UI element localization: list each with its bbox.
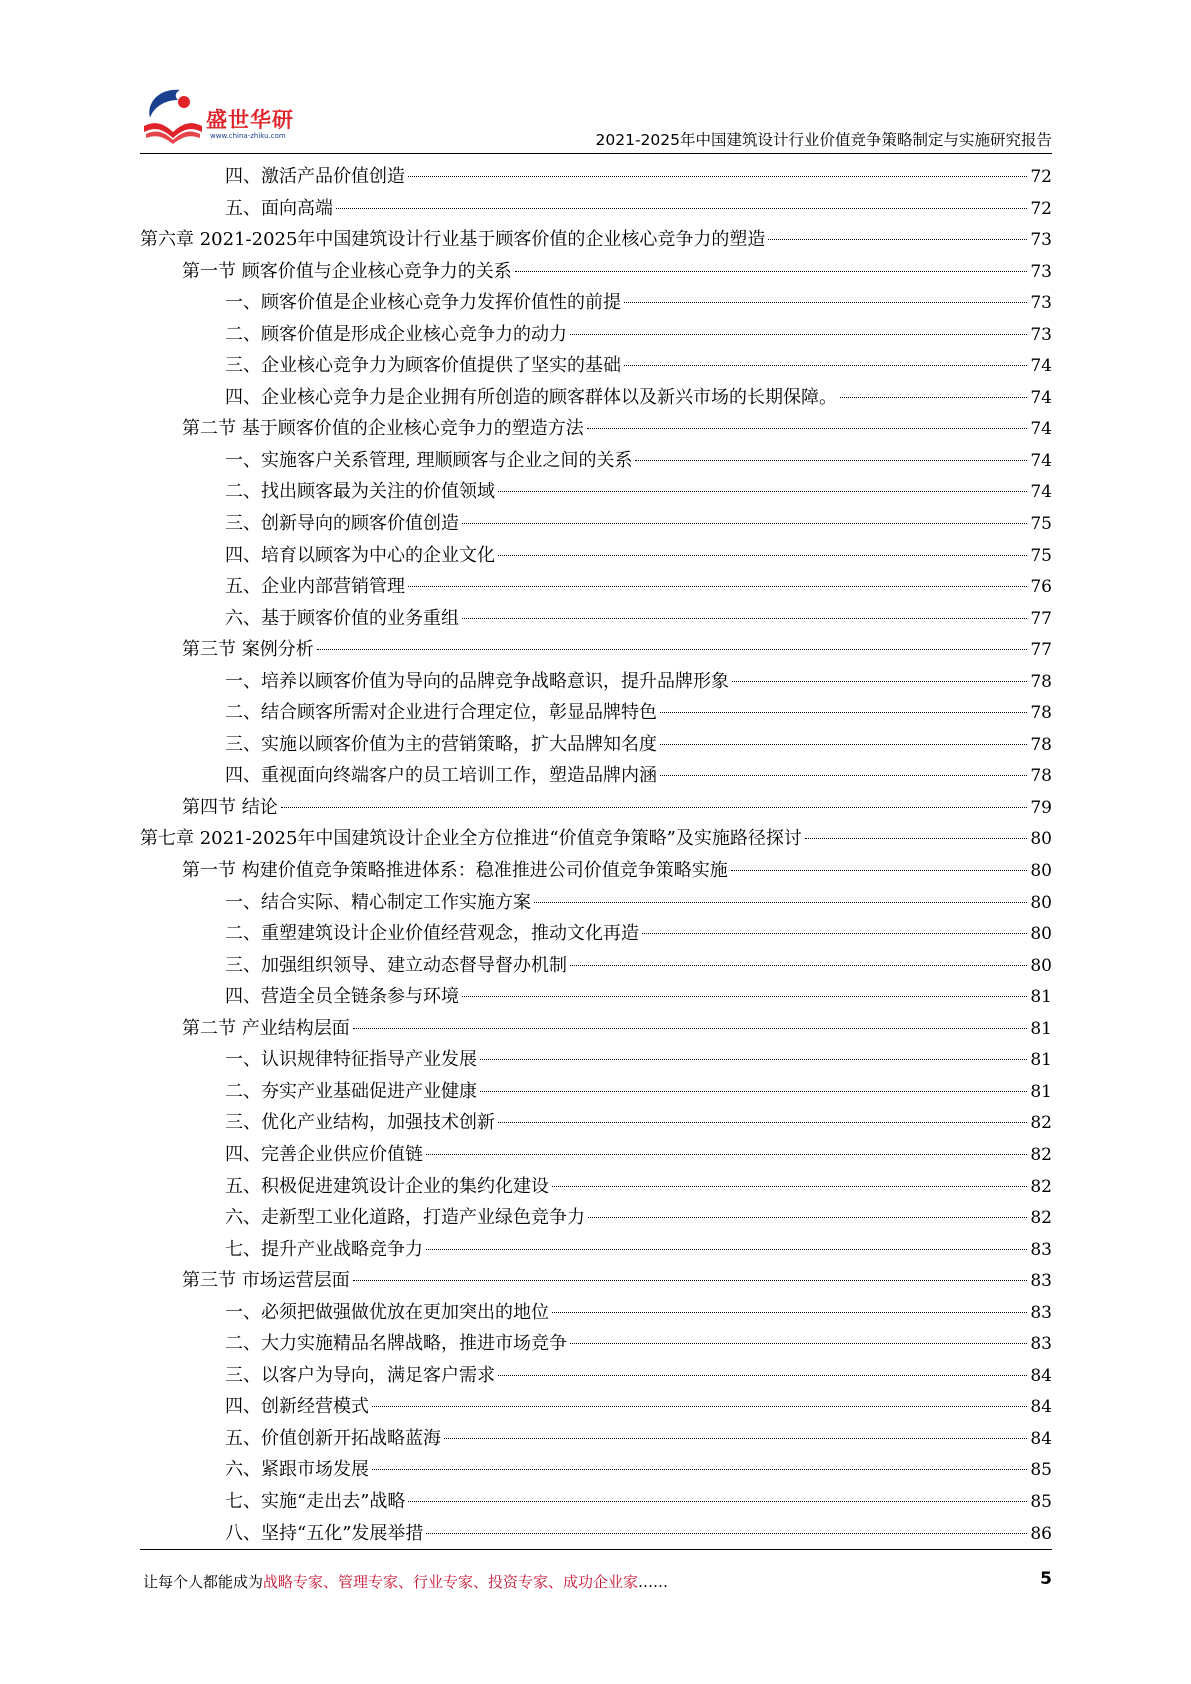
toc-entry-title: 七、实施“走出去”战略 — [225, 1490, 406, 1512]
toc-entry[interactable] — [140, 634, 1052, 666]
toc-entry-page: 83 — [1030, 1302, 1052, 1323]
toc-dot-leader — [624, 302, 1027, 303]
toc-entry-page: 82 — [1030, 1176, 1052, 1197]
toc-dot-leader — [552, 1312, 1027, 1313]
toc-entry[interactable] — [140, 161, 1052, 193]
toc-entry-page: 81 — [1030, 1018, 1052, 1039]
toc-dot-leader — [480, 1059, 1027, 1060]
toc-entry-title: 二、大力实施精品名牌战略，推进市场竞争 — [225, 1333, 567, 1355]
toc-dot-leader — [336, 208, 1027, 209]
toc-entry-title: 第三节 案例分析 — [182, 639, 314, 661]
report-title: 2021-2025年中国建筑设计行业价值竞争策略制定与实施研究报告 — [595, 131, 1052, 149]
toc-entry-page: 80 — [1030, 829, 1052, 850]
toc-entry[interactable] — [140, 760, 1052, 792]
toc-entry-page: 75 — [1030, 514, 1052, 535]
toc-entry-title: 四、重视面向终端客户的员工培训工作，塑造品牌内涵 — [225, 765, 657, 787]
toc-entry-title: 第二节 产业结构层面 — [182, 1017, 350, 1039]
toc-entry-page: 84 — [1030, 1365, 1052, 1386]
toc-entry-title: 六、紧跟市场发展 — [225, 1459, 369, 1481]
toc-entry[interactable] — [140, 1454, 1052, 1486]
toc-entry[interactable] — [140, 382, 1052, 414]
toc-entry[interactable] — [140, 1391, 1052, 1423]
toc-entry[interactable] — [140, 887, 1052, 919]
toc-dot-leader — [660, 744, 1027, 745]
toc-entry-title: 四、培育以顾客为中心的企业文化 — [225, 544, 495, 566]
toc-entry-page: 77 — [1030, 640, 1052, 661]
toc-entry-title: 一、实施客户关系管理, 理顺顾客与企业之间的关系 — [225, 449, 633, 471]
toc-dot-leader — [732, 681, 1027, 682]
toc-entry-title: 六、基于顾客价值的业务重组 — [225, 607, 459, 629]
toc-entry-page: 73 — [1030, 261, 1052, 282]
toc-entry-title: 四、完善企业供应价值链 — [225, 1143, 423, 1165]
toc-dot-leader — [570, 1343, 1027, 1344]
toc-entry-title: 七、提升产业战略竞争力 — [225, 1238, 423, 1260]
toc-entry[interactable] — [140, 571, 1052, 603]
toc-entry[interactable] — [140, 476, 1052, 508]
toc-entry-title: 第七章 2021-2025年中国建筑设计企业全方位推进“价值竞争策略”及实施路径探讨 — [140, 828, 802, 850]
logo-name: 盛世华研 — [206, 108, 294, 132]
toc-dot-leader — [498, 1122, 1027, 1123]
toc-entry-page: 82 — [1030, 1113, 1052, 1134]
toc-entry-title: 一、必须把做强做优放在更加突出的地位 — [225, 1301, 549, 1323]
toc-entry-title: 八、坚持“五化”发展举措 — [225, 1522, 424, 1544]
toc-entry-page: 79 — [1030, 797, 1052, 818]
toc-dot-leader — [731, 870, 1028, 871]
toc-entry[interactable] — [140, 1328, 1052, 1360]
toc-entry-page: 80 — [1030, 955, 1052, 976]
toc-entry[interactable] — [140, 981, 1052, 1013]
toc-entry-page: 85 — [1030, 1460, 1052, 1481]
toc-entry-title: 二、夯实产业基础促进产业健康 — [225, 1080, 477, 1102]
toc-entry[interactable] — [140, 1107, 1052, 1139]
toc-entry-title: 五、积极促进建筑设计企业的集约化建设 — [225, 1175, 549, 1197]
toc-dot-leader — [462, 618, 1027, 619]
toc-entry[interactable] — [140, 1423, 1052, 1455]
toc-dot-leader — [805, 838, 1028, 839]
company-logo — [140, 80, 320, 150]
toc-entry-title: 三、以客户为导向，满足客户需求 — [225, 1364, 495, 1386]
toc-entry[interactable] — [140, 540, 1052, 572]
toc-dot-leader — [635, 460, 1027, 461]
toc-dot-leader — [408, 1501, 1027, 1502]
toc-entry[interactable] — [140, 1013, 1052, 1045]
toc-entry-title: 第六章 2021-2025年中国建筑设计行业基于顾客价值的企业核心竞争力的塑造 — [140, 229, 766, 251]
toc-dot-leader — [498, 491, 1027, 492]
footer-slogan — [143, 1571, 668, 1592]
toc-entry-title: 五、价值创新开拓战略蓝海 — [225, 1427, 441, 1449]
toc-entry-page: 80 — [1030, 861, 1052, 882]
toc-entry[interactable] — [140, 1139, 1052, 1171]
toc-entry-page: 73 — [1030, 324, 1052, 345]
toc-entry-title: 三、优化产业结构，加强技术创新 — [225, 1112, 495, 1134]
toc-entry[interactable] — [140, 1297, 1052, 1329]
toc-dot-leader — [570, 334, 1027, 335]
toc-entry[interactable] — [140, 918, 1052, 950]
toc-dot-leader — [444, 1438, 1027, 1439]
toc-dot-leader — [498, 555, 1027, 556]
toc-entry-page: 76 — [1030, 577, 1052, 598]
toc-entry-page: 78 — [1030, 766, 1052, 787]
toc-entry-title: 一、顾客价值是企业核心竞争力发挥价值性的前提 — [225, 292, 621, 314]
toc-entry-page: 84 — [1030, 1428, 1052, 1449]
toc-dot-leader — [534, 902, 1027, 903]
toc-dot-leader — [480, 1091, 1027, 1092]
header-divider — [140, 153, 1052, 154]
toc-entry-page: 74 — [1030, 482, 1052, 503]
toc-dot-leader — [552, 1186, 1027, 1187]
toc-entry-title: 一、培养以顾客价值为导向的品牌竞争战略意识，提升品牌形象 — [225, 670, 729, 692]
toc-entry-page: 85 — [1030, 1491, 1052, 1512]
toc-entry[interactable] — [140, 1202, 1052, 1234]
toc-entry-title: 五、面向高端 — [225, 197, 333, 219]
toc-entry-title: 一、认识规律特征指导产业发展 — [225, 1049, 477, 1071]
toc-entry-page: 72 — [1030, 198, 1052, 219]
toc-entry[interactable] — [140, 1171, 1052, 1203]
toc-entry-page: 80 — [1030, 924, 1052, 945]
toc-dot-leader — [372, 1406, 1027, 1407]
toc-entry-page: 75 — [1030, 545, 1052, 566]
toc-entry[interactable] — [140, 666, 1052, 698]
toc-dot-leader — [587, 428, 1028, 429]
toc-entry[interactable] — [140, 1044, 1052, 1076]
toc-dot-leader — [462, 523, 1027, 524]
toc-entry-page: 74 — [1030, 387, 1052, 408]
slogan-highlight: 战略专家、管理专家、行业专家、投资专家、成功企业家 — [263, 1573, 639, 1591]
slogan-prefix: 让每个人都能成为 — [143, 1573, 264, 1591]
toc-entry[interactable] — [140, 950, 1052, 982]
toc-entry-page: 84 — [1030, 1397, 1052, 1418]
toc-entry[interactable] — [140, 1265, 1052, 1297]
toc-entry-page: 78 — [1030, 703, 1052, 724]
toc-entry-title: 五、企业内部营销管理 — [225, 576, 405, 598]
page-number: 5 — [1040, 1569, 1052, 1589]
toc-entry[interactable] — [140, 823, 1052, 855]
toc-dot-leader — [642, 933, 1027, 934]
toc-entry-page: 74 — [1030, 356, 1052, 377]
toc-entry-title: 第二节 基于顾客价值的企业核心竞争力的塑造方法 — [182, 418, 584, 440]
toc-entry-page: 83 — [1030, 1239, 1052, 1260]
toc-entry-page: 73 — [1030, 293, 1052, 314]
toc-entry-title: 二、重塑建筑设计企业价值经营观念，推动文化再造 — [225, 923, 639, 945]
toc-entry-page: 82 — [1030, 1144, 1052, 1165]
toc-entry-title: 二、找出顾客最为关注的价值领域 — [225, 481, 495, 503]
toc-entry[interactable] — [140, 413, 1052, 445]
toc-dot-leader — [372, 1469, 1027, 1470]
toc-dot-leader — [408, 176, 1027, 177]
toc-entry[interactable] — [140, 319, 1052, 351]
toc-dot-leader — [624, 365, 1027, 366]
toc-dot-leader — [426, 1154, 1027, 1155]
toc-entry-page: 81 — [1030, 1081, 1052, 1102]
toc-entry-title: 四、创新经营模式 — [225, 1396, 369, 1418]
toc-entry[interactable] — [140, 603, 1052, 635]
toc-dot-leader — [462, 996, 1027, 997]
toc-entry-title: 四、企业核心竞争力是企业拥有所创造的顾客群体以及新兴市场的长期保障。 — [225, 386, 837, 408]
toc-entry[interactable] — [140, 224, 1052, 256]
toc-entry-page: 86 — [1030, 1523, 1052, 1544]
toc-entry-page: 74 — [1030, 419, 1052, 440]
toc-entry-page: 74 — [1030, 450, 1052, 471]
toc-dot-leader — [281, 807, 1028, 808]
toc-entry[interactable] — [140, 1234, 1052, 1266]
toc-dot-leader — [353, 1280, 1028, 1281]
toc-dot-leader — [660, 712, 1027, 713]
logo-url: www.china-zhiku.com — [210, 132, 286, 140]
toc-dot-leader — [768, 239, 1027, 240]
toc-entry-title: 第四节 结论 — [182, 796, 278, 818]
toc-entry[interactable] — [140, 350, 1052, 382]
toc-entry[interactable] — [140, 287, 1052, 319]
toc-dot-leader — [317, 649, 1028, 650]
toc-dot-leader — [515, 271, 1028, 272]
toc-entry-title: 三、创新导向的顾客价值创造 — [225, 513, 459, 535]
toc-entry-title: 第三节 市场运营层面 — [182, 1270, 350, 1292]
toc-entry-page: 77 — [1030, 608, 1052, 629]
toc-dot-leader — [840, 397, 1027, 398]
toc-entry[interactable] — [140, 855, 1052, 887]
toc-entry-title: 四、激活产品价值创造 — [225, 166, 405, 187]
toc-entry-page: 81 — [1030, 987, 1052, 1008]
toc-entry-title: 六、走新型工业化道路，打造产业绿色竞争力 — [225, 1207, 585, 1229]
toc-entry[interactable] — [140, 445, 1052, 477]
toc-entry-page: 83 — [1030, 1271, 1052, 1292]
toc-entry[interactable] — [140, 697, 1052, 729]
table-of-contents — [140, 161, 1052, 1549]
toc-entry-page: 82 — [1030, 1208, 1052, 1229]
footer-divider — [140, 1549, 1052, 1550]
toc-entry[interactable] — [140, 792, 1052, 824]
toc-entry-page: 83 — [1030, 1334, 1052, 1355]
toc-entry[interactable] — [140, 729, 1052, 761]
toc-entry-title: 三、加强组织领导、建立动态督导督办机制 — [225, 954, 567, 976]
toc-entry-page: 78 — [1030, 734, 1052, 755]
toc-entry-title: 三、实施以顾客价值为主的营销策略，扩大品牌知名度 — [225, 733, 657, 755]
toc-entry-page: 80 — [1030, 892, 1052, 913]
toc-entry[interactable] — [140, 1518, 1052, 1550]
page-header — [140, 80, 1052, 152]
toc-entry-title: 第一节 顾客价值与企业核心竞争力的关系 — [182, 260, 512, 282]
toc-entry-page: 81 — [1030, 1050, 1052, 1071]
toc-entry-title: 第一节 构建价值竞争策略推进体系：稳准推进公司价值竞争策略实施 — [182, 860, 728, 882]
toc-entry[interactable] — [140, 1486, 1052, 1518]
toc-entry-title: 二、顾客价值是形成企业核心竞争力的动力 — [225, 323, 567, 345]
toc-entry[interactable] — [140, 256, 1052, 288]
toc-dot-leader — [426, 1533, 1027, 1534]
toc-entry-page: 72 — [1030, 167, 1052, 187]
toc-dot-leader — [660, 775, 1027, 776]
toc-entry-title: 一、结合实际、精心制定工作实施方案 — [225, 891, 531, 913]
toc-entry[interactable] — [140, 508, 1052, 540]
toc-dot-leader — [408, 586, 1027, 587]
toc-entry[interactable] — [140, 1360, 1052, 1392]
toc-dot-leader — [353, 1028, 1028, 1029]
toc-dot-leader — [426, 1249, 1027, 1250]
logo-emblem-icon — [140, 86, 206, 146]
toc-entry[interactable] — [140, 1076, 1052, 1108]
toc-entry-page: 73 — [1030, 230, 1052, 251]
toc-entry[interactable] — [140, 193, 1052, 225]
toc-dot-leader — [570, 965, 1027, 966]
toc-dot-leader — [588, 1217, 1027, 1218]
slogan-suffix: …… — [638, 1573, 669, 1591]
toc-dot-leader — [498, 1375, 1027, 1376]
toc-entry-title: 三、企业核心竞争力为顾客价值提供了坚实的基础 — [225, 355, 621, 377]
toc-entry-title: 二、结合顾客所需对企业进行合理定位，彰显品牌特色 — [225, 702, 657, 724]
toc-entry-title: 四、营造全员全链条参与环境 — [225, 986, 459, 1008]
toc-entry-page: 78 — [1030, 671, 1052, 692]
